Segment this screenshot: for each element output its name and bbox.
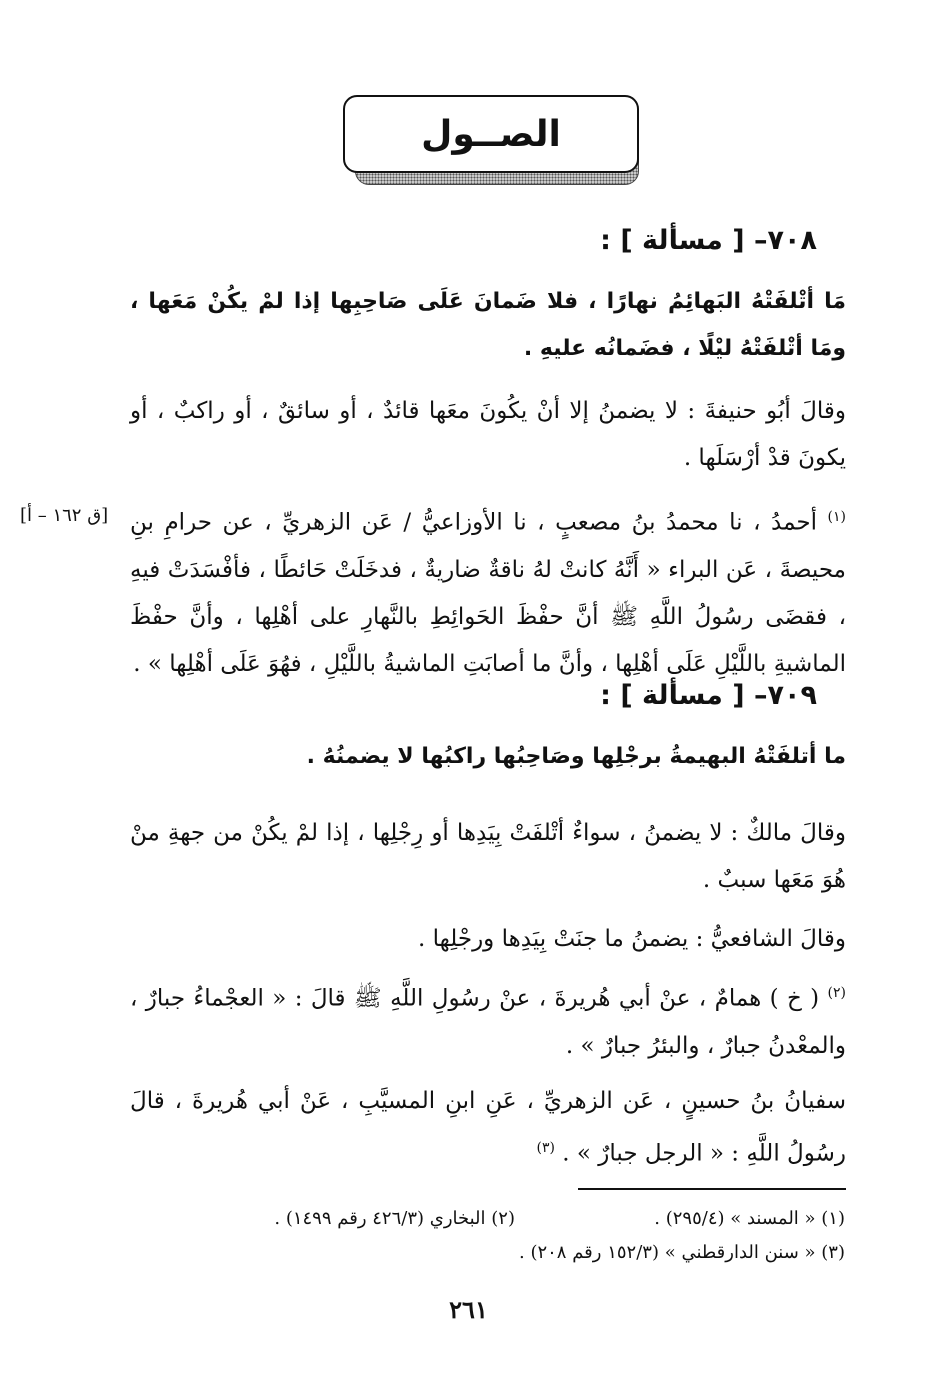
footnote-mark-1: (١): [827, 509, 846, 525]
manuscript-margin-note: [ق ١٦٢ – أ]: [20, 505, 109, 526]
section-709-statement: ما أتلفَتْهُ البهيمةُ برجْلِها وصَاحِبُها راكبُها لا يضمنُهُ .: [306, 744, 846, 769]
hadith-text: أحمدُ ، نا محمدُ بنُ مصعبٍ ، نا الأوزاعيُّ / عَن الزهريِّ ، عن حرامِ بنِ محيصةَ ، عَن البراء « أَنَّهُ كانتْ لهُ ناقةٌ ضاريةٌ ، فدخَلَتْ حَائطًا ، فأفْسَدَتْ فيهِ ، فقضَى رسُولُ اللَّهِ ﷺ أنَّ حفْظَ الحَوائِطِ بالنَّهارِ على أهْلِها ، وأنَّ حفْظَ الماشيةِ باللَّيْلِ عَلَى أهْلِها ، وأنَّ ما أصابَتِ الماشيةُ باللَّيْلِ ، فهُوَ عَلَى أهْلِها » .: [130, 509, 846, 677]
section-heading-708: ٧٠٨– [ مسألة ] :: [600, 225, 817, 256]
footnote-mark-3: (٣): [536, 1140, 555, 1156]
section-709-paragraph-3: [130, 970, 846, 1070]
footnote-3: (٣) « سنن الدارقطني » (١٥٢/٣ رقم ٢٠٨) .: [519, 1242, 845, 1263]
footnote-1: (١) « المسند » (٢٩٥/٤) .: [654, 1208, 845, 1229]
footnote-row-1: [105, 1206, 845, 1232]
section-709-paragraph-1: وقالَ مالكٌ : لا يضمنُ ، سواءٌ أتْلفَتْ بِيَدِها أو رِجْلِها ، إذا لمْ يكُنْ من جهةِ منْ هُوَ مَعَها سببٌ .: [130, 820, 846, 893]
footnote-row-2: [105, 1240, 845, 1266]
section-708-paragraph-1: وقالَ أبُو حنيفةَ : لا يضمنُ إلا أنْ يكُونَ معَها قائدٌ ، أو سائقٌ ، أو راكبٌ ، أو يكونَ قدْ أرْسَلَها .: [130, 398, 846, 471]
hadith-text: سفيانُ بنُ حسينٍ ، عَن الزهريِّ ، عَنِ ابنِ المسيَّبِ ، عَنْ أبي هُريرةَ ، قالَ رسُولُ اللَّهِ : « الرجل جبارٌ » .: [130, 1088, 846, 1167]
chapter-title-box: [343, 95, 639, 173]
section-708-paragraph-2: [130, 494, 846, 688]
footnote-separator: [578, 1188, 846, 1190]
section-708-statement: مَا أتْلفَتْهُ البَهائِمُ نهارًا ، فلا ضَمانَ عَلَى صَاحِبِها إذا لمْ يكُنْ مَعَها ، ومَا أتْلفَتْهُ ليْلًا ، فضَمانُه عليهِ .: [130, 289, 846, 361]
chapter-title: الصــول: [421, 113, 561, 155]
hadith-text: ( خ ) همامٌ ، عنْ أبي هُريرةَ ، عنْ رسُولِ اللَّهِ ﷺ قالَ : « العجْماءُ جبارٌ ، والمعْدنُ جبارٌ ، والبئرُ جبارٌ » .: [130, 985, 846, 1059]
section-709-paragraph-4: [130, 1078, 846, 1178]
section-heading-709: ٧٠٩– [ مسألة ] :: [600, 680, 817, 711]
footnote-2: (٢) البخاري (٤٢٦/٣ رقم ١٤٩٩) .: [274, 1208, 515, 1229]
page-number: ٢٦١: [449, 1295, 488, 1324]
footnote-mark-2: (٢): [827, 985, 846, 1001]
section-709-paragraph-2: وقالَ الشافعيُّ : يضمنُ ما جنَتْ بِيَدِها ورجْلِها .: [418, 926, 846, 952]
